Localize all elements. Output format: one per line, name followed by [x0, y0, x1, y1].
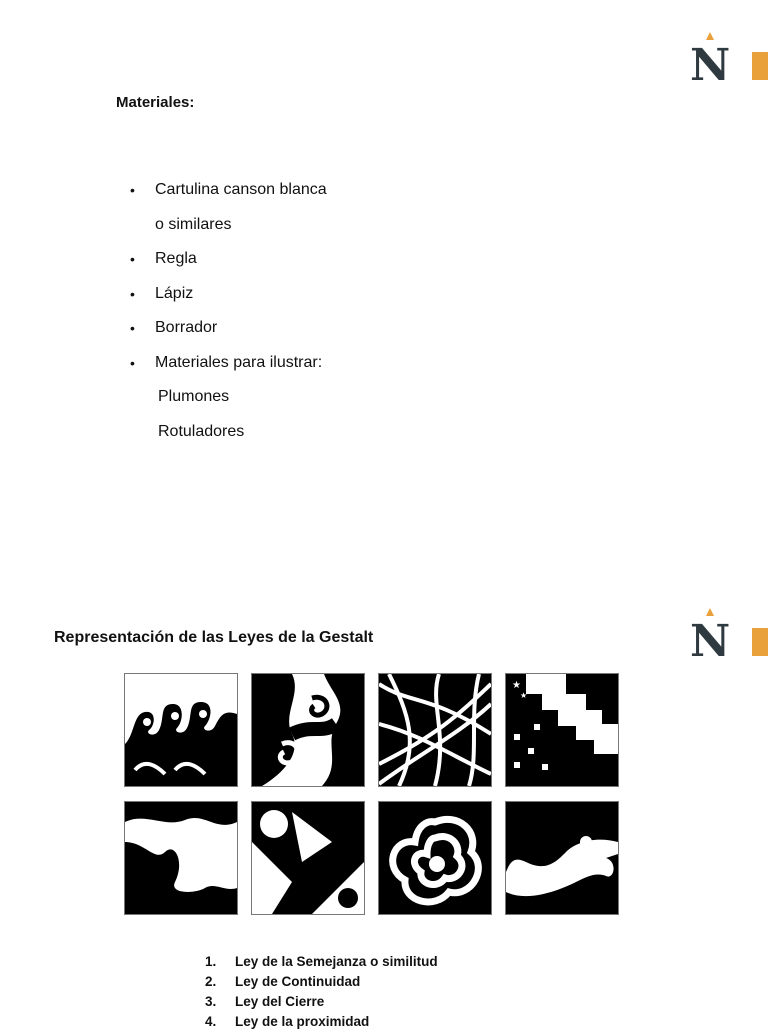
waves-pattern-icon [124, 673, 238, 787]
bullet: • [130, 354, 135, 371]
logo-accent-bar [752, 628, 768, 656]
spiral-figure-icon [251, 673, 365, 787]
svg-text:★: ★ [512, 680, 521, 691]
svg-text:★: ★ [594, 770, 603, 781]
materials-heading: Materiales: [116, 94, 195, 111]
law-text: Ley del Cierre [235, 994, 325, 1009]
university-logo [688, 22, 768, 86]
svg-text:N: N [690, 616, 731, 660]
gestalt-laws-list [205, 952, 438, 1032]
list-item-text: Cartulina canson blanca [155, 181, 327, 198]
logo-accent-bar [752, 52, 768, 80]
list-item [205, 972, 438, 992]
list-item [205, 952, 438, 972]
svg-text:★: ★ [520, 691, 528, 700]
list-item-text: o similares [155, 215, 232, 233]
list-item-text: Lápiz [155, 284, 194, 302]
list-item-text: Regla [155, 250, 197, 267]
list-item-text: Borrador [155, 319, 218, 336]
bullet: • [130, 320, 135, 336]
gestalt-image-grid [124, 673, 622, 915]
law-text: Ley de la Semejanza o similitud [235, 954, 438, 969]
list-item-text: Plumones [158, 388, 230, 405]
web-lines-icon [378, 673, 492, 787]
list-number: 1. [205, 954, 217, 969]
list-item [205, 1012, 438, 1032]
list-item-text: Rotuladores [158, 422, 245, 440]
list-item [205, 992, 438, 1012]
triangle-composition-icon [251, 801, 365, 915]
n-logo-icon [688, 30, 736, 84]
list-number: 4. [205, 1014, 217, 1029]
university-logo [688, 598, 768, 662]
yin-curve-icon [505, 801, 619, 915]
bullet: • [130, 182, 135, 198]
bullet: • [130, 251, 135, 267]
bullet: • [130, 285, 135, 302]
law-text: Ley de la proximidad [235, 1014, 370, 1029]
list-number: 3. [205, 994, 217, 1009]
blob-shape-icon [124, 801, 238, 915]
slide-gestalt [0, 588, 768, 1029]
law-text: Ley de Continuidad [235, 974, 361, 989]
city-night-icon [505, 673, 619, 787]
concentric-flower-icon [378, 801, 492, 915]
n-logo-icon [688, 606, 736, 660]
svg-text:N: N [690, 40, 731, 84]
list-number: 2. [205, 974, 217, 989]
svg-text:★: ★ [602, 760, 611, 770]
gestalt-heading: Representación de las Leyes de la Gestalt [54, 629, 374, 646]
list-item-text: Materiales para ilustrar: [155, 353, 323, 371]
